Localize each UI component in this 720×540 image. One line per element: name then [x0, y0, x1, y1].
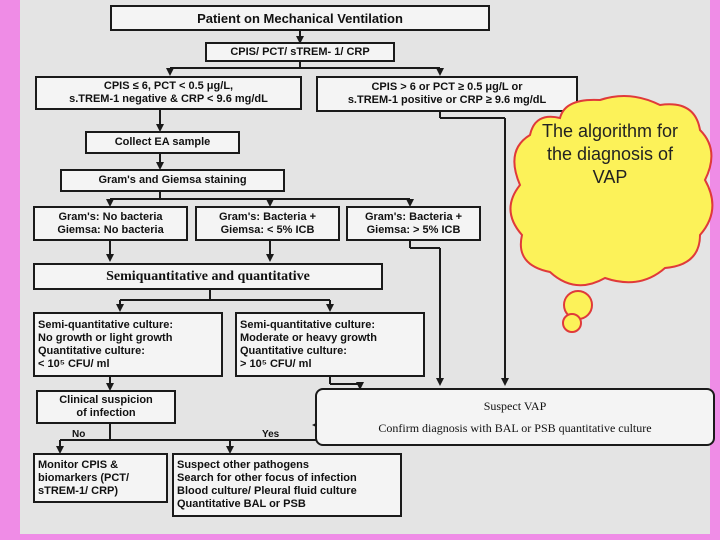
semiquantitative-box: Semiquantitative and quantitative [33, 263, 383, 290]
staining-box: Gram's and Giemsa staining [60, 169, 285, 192]
high-risk-box: CPIS > 6 or PCT ≥ 0.5 μg/L or s.TREM-1 positive or CRP ≥ 9.6 mg/dL [316, 76, 578, 112]
monitor-biomarkers-box: Monitor CPIS & biomarkers (PCT/ sTREM-1/ CRP) [33, 453, 168, 503]
biomarkers-box: CPIS/ PCT/ sTREM- 1/ CRP [205, 42, 395, 62]
other-pathogens-box: Suspect other pathogens Search for other focus of infection Blood culture/ Pleural fluid culture Quantitative BAL or PSB [172, 453, 402, 517]
callout-dot-small [563, 314, 581, 332]
confirm-diagnosis-text: Confirm diagnosis with BAL or PSB quantitative culture [378, 420, 652, 435]
stain-low-icb-box: Gram's: Bacteria + Giemsa: < 5% ICB [195, 206, 340, 241]
culture-low-growth-box: Semi-quantitative culture: No growth or light growth Quantitative culture: < 10⁵ CFU/ ml [33, 312, 223, 377]
collect-sample-box: Collect EA sample [85, 131, 240, 154]
clinical-suspicion-box: Clinical suspicion of infection [36, 390, 176, 424]
low-risk-box: CPIS ≤ 6, PCT < 0.5 μg/L, s.TREM-1 negative & CRP < 9.6 mg/dL [35, 76, 302, 110]
no-label: No [72, 429, 86, 440]
suspect-vap-text: Suspect VAP [483, 398, 547, 413]
callout-text: The algorithm for the diagnosis of VAP [541, 121, 679, 187]
start-box: Patient on Mechanical Ventilation [110, 5, 490, 31]
culture-heavy-growth-box: Semi-quantitative culture: Moderate or heavy growth Quantitative culture: > 10⁵ CFU/ ml [235, 312, 425, 377]
stain-high-icb-box: Gram's: Bacteria + Giemsa: > 5% ICB [346, 206, 481, 241]
yes-label: Yes [262, 429, 280, 440]
stain-no-bacteria-box: Gram's: No bacteria Giemsa: No bacteria [33, 206, 188, 241]
